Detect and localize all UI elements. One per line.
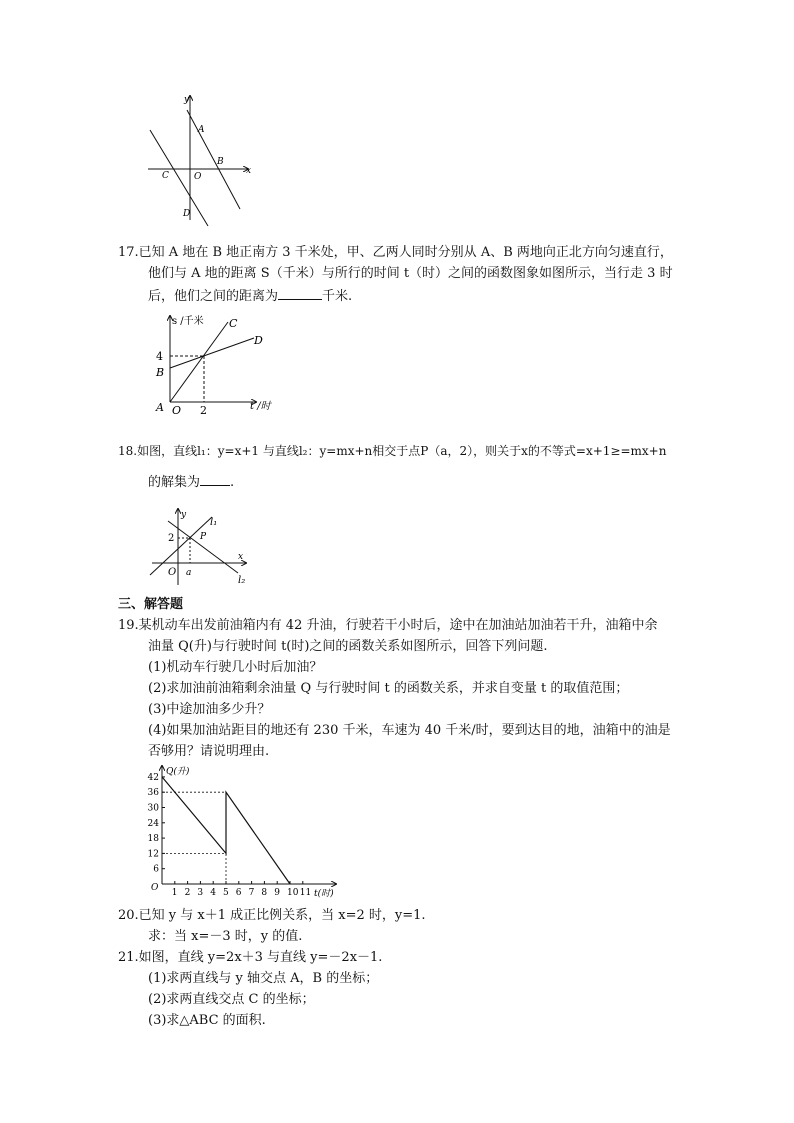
q17-answer-blank[interactable]: [278, 285, 322, 300]
label-b: B: [156, 366, 165, 379]
q17-line3-post: 千米.: [322, 289, 353, 304]
q18-line2-post: .: [230, 475, 235, 490]
tick-4: 4: [156, 350, 163, 363]
x-tick-label: 10: [287, 888, 299, 898]
q19-sub4b: 否够用？请说明理由.: [148, 744, 270, 759]
label-x: x: [246, 166, 252, 176]
figure-17-distance-time: [152, 310, 282, 420]
q18-line2-pre: 的解集为: [148, 475, 201, 490]
q-axis-label: Q(升): [166, 767, 190, 777]
x-tick-label: 8: [261, 888, 268, 898]
y-tick-label: 30: [147, 803, 159, 814]
line-c: [170, 322, 228, 402]
q19-line2: 油量 Q(升)与行驶时间 t(时)之间的函数关系如图所示，回答下列问题.: [148, 639, 548, 654]
y-tick-label: 18: [147, 834, 159, 845]
x-tick-label: 2: [184, 888, 191, 898]
q21-sub2: (2)求两直线交点 C 的坐标；: [148, 992, 315, 1007]
label-y: y: [184, 95, 190, 105]
q19-fuel-chart: [140, 762, 340, 902]
q21-line1: 21.如图，直线 y=2x＋3 与直线 y=－2x－1.: [118, 950, 383, 965]
q19-sub1: (1)机动车行驶几小时后加油？: [148, 660, 323, 675]
label-o: O: [194, 172, 202, 182]
x-tick-label: 9: [274, 888, 280, 898]
label-x: x: [238, 552, 244, 562]
label-a: A: [156, 401, 164, 414]
tick-2: 2: [200, 404, 207, 417]
label-d: D: [183, 209, 191, 219]
x-tick-label: 4: [210, 888, 216, 898]
q17-line3: [148, 285, 352, 307]
figure-16-axes: [140, 92, 260, 227]
line-l1: [150, 517, 212, 575]
label-d: D: [254, 334, 263, 347]
q18-line2: [148, 471, 234, 493]
q20-line2: 求：当 x=－3 时，y 的值.: [148, 929, 303, 944]
q18-answer-blank[interactable]: [200, 471, 230, 486]
x-tick-label: 6: [235, 888, 242, 898]
q21-sub3: (3)求△ABC 的面积.: [148, 1013, 266, 1028]
q19-sub4a: (4)如果加油站距目的地还有 230 千米，车速为 40 千米/时，要到达目的地，油箱中的油是: [148, 723, 671, 738]
x-tick-label: 7: [248, 888, 255, 898]
label-l1: l₁: [210, 517, 218, 528]
x-tick-label: 3: [197, 888, 204, 898]
label-o: O: [172, 404, 182, 417]
label-c: C: [229, 317, 238, 330]
label-c: C: [162, 171, 169, 181]
label-o: O: [168, 567, 177, 578]
label-s: s /千米: [172, 316, 204, 327]
origin-label: O: [151, 883, 159, 893]
label-a: a: [186, 568, 192, 578]
section-header-solve: 三、解答题: [118, 597, 184, 612]
label-t: t /时: [250, 401, 271, 412]
q19-sub3: (3)中途加油多少升？: [148, 702, 271, 717]
x-tick-label: 5: [223, 888, 229, 898]
figure-18-two-lines: [148, 505, 258, 590]
label-b: B: [217, 157, 224, 167]
y-tick-label: 6: [153, 864, 159, 875]
q19-line1: 19.某机动车出发前油箱内有 42 升油，行驶若干小时后，途中在加油站加油若干升，油箱中余: [118, 618, 658, 633]
label-l2: l₂: [238, 575, 246, 586]
q21-sub1: (1)求两直线与 y 轴交点 A，B 的坐标；: [148, 971, 379, 986]
line-ab: [187, 110, 240, 209]
q17-line2: 他们与 A 地的距离 S（千米）与所行的时间 t（时）之间的函数图象如图所示，当行走 3 时: [148, 266, 673, 281]
label-p: P: [200, 532, 207, 542]
y-tick-label: 24: [147, 818, 159, 829]
y-tick-label: 42: [147, 772, 159, 783]
label-a: A: [198, 125, 205, 135]
y-tick-label: 36: [147, 788, 159, 799]
q20-line1: 20.已知 y 与 x＋1 成正比例关系，当 x=2 时，y=1.: [118, 908, 426, 923]
x-tick-label: 11: [299, 888, 312, 898]
y-tick-label: 12: [147, 849, 159, 860]
tick-2: 2: [168, 533, 175, 544]
x-tick-label: 1: [171, 888, 178, 898]
q18-line1: 18.如图，直线l₁：y=x+1 与直线l₂：y=mx+n相交于点P（a，2），则关于x的不等式=x+1≥=mx+n: [118, 444, 667, 458]
q19-sub2: (2)求加油前油箱剩余油量 Q 与行驶时间 t 的函数关系，并求自变量 t 的取值范围；: [148, 681, 629, 696]
label-y: y: [181, 510, 187, 520]
line-d: [170, 338, 254, 368]
q17-line3-pre: 后，他们之间的距离为: [148, 289, 279, 304]
q17-line1: 17.已知 A 地在 B 地正南方 3 千米处，甲、乙两人同时分别从 A、B 两地向正北方向匀速直行，: [118, 245, 673, 260]
t-axis-label: t(时): [314, 889, 334, 899]
